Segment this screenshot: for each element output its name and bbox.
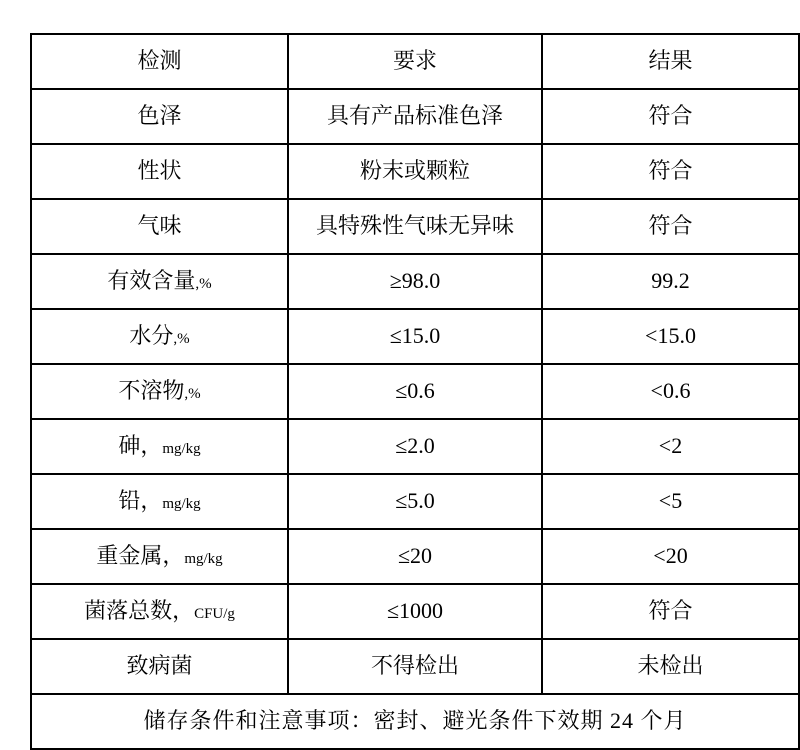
test-name: 气味 [137,213,182,239]
test-name-cell [31,254,288,309]
requirement-cell: 具特殊性气味无异味 [288,199,542,254]
result-cell: 99.2 [542,254,799,309]
spec-table [30,33,800,750]
test-unit: CFU/g [194,606,235,623]
result-cell: <20 [542,529,799,584]
table-row [31,199,799,254]
result-cell: 符合 [542,89,799,144]
table-row [31,474,799,529]
test-name-cell [31,529,288,584]
test-unit: ,% [184,386,201,403]
storage-note: 储存条件和注意事项：密封、避光条件下效期 24 个月 [31,694,799,749]
test-unit: ,% [173,331,190,348]
test-name-cell [31,474,288,529]
table-row [31,529,799,584]
test-name: 重金属， [96,543,185,569]
table-row [31,584,799,639]
table-row [31,254,799,309]
test-name: 致病菌 [126,653,193,679]
test-name-cell [31,144,288,199]
test-name: 菌落总数， [84,598,195,624]
table-row [31,89,799,144]
requirement-cell: 粉末或颗粒 [288,144,542,199]
header-requirement: 要求 [288,34,542,89]
result-cell: <15.0 [542,309,799,364]
requirement-cell: ≤1000 [288,584,542,639]
test-name-cell [31,309,288,364]
requirement-cell: 具有产品标准色泽 [288,89,542,144]
test-name-cell [31,639,288,694]
test-name-cell [31,364,288,419]
result-cell: 符合 [542,144,799,199]
result-cell: 未检出 [542,639,799,694]
table-row [31,309,799,364]
test-unit: mg/kg [162,441,201,458]
result-cell: <0.6 [542,364,799,419]
requirement-cell: 不得检出 [288,639,542,694]
test-name: 性状 [137,158,182,184]
test-name: 铅， [118,488,163,514]
test-name-cell [31,419,288,474]
footer-row [31,694,799,749]
test-unit: mg/kg [184,551,223,568]
table-row [31,144,799,199]
test-name: 砷， [118,433,163,459]
result-cell: 符合 [542,199,799,254]
test-name-cell [31,199,288,254]
test-name-cell [31,584,288,639]
header-row [31,34,799,89]
result-cell: <5 [542,474,799,529]
test-name: 水分 [129,323,174,349]
result-cell: 符合 [542,584,799,639]
header-test: 检测 [31,34,288,89]
result-cell: <2 [542,419,799,474]
requirement-cell: ≤2.0 [288,419,542,474]
table-row [31,419,799,474]
requirement-cell: ≤15.0 [288,309,542,364]
requirement-cell: ≤5.0 [288,474,542,529]
requirement-cell: ≤0.6 [288,364,542,419]
table-row [31,639,799,694]
header-result: 结果 [542,34,799,89]
test-name-cell [31,89,288,144]
test-unit: mg/kg [162,496,201,513]
test-unit: ,% [195,276,212,293]
test-name: 色泽 [137,103,182,129]
table-row [31,364,799,419]
test-name: 不溶物 [118,378,185,404]
requirement-cell: ≤20 [288,529,542,584]
test-name: 有效含量 [107,268,196,294]
requirement-cell: ≥98.0 [288,254,542,309]
